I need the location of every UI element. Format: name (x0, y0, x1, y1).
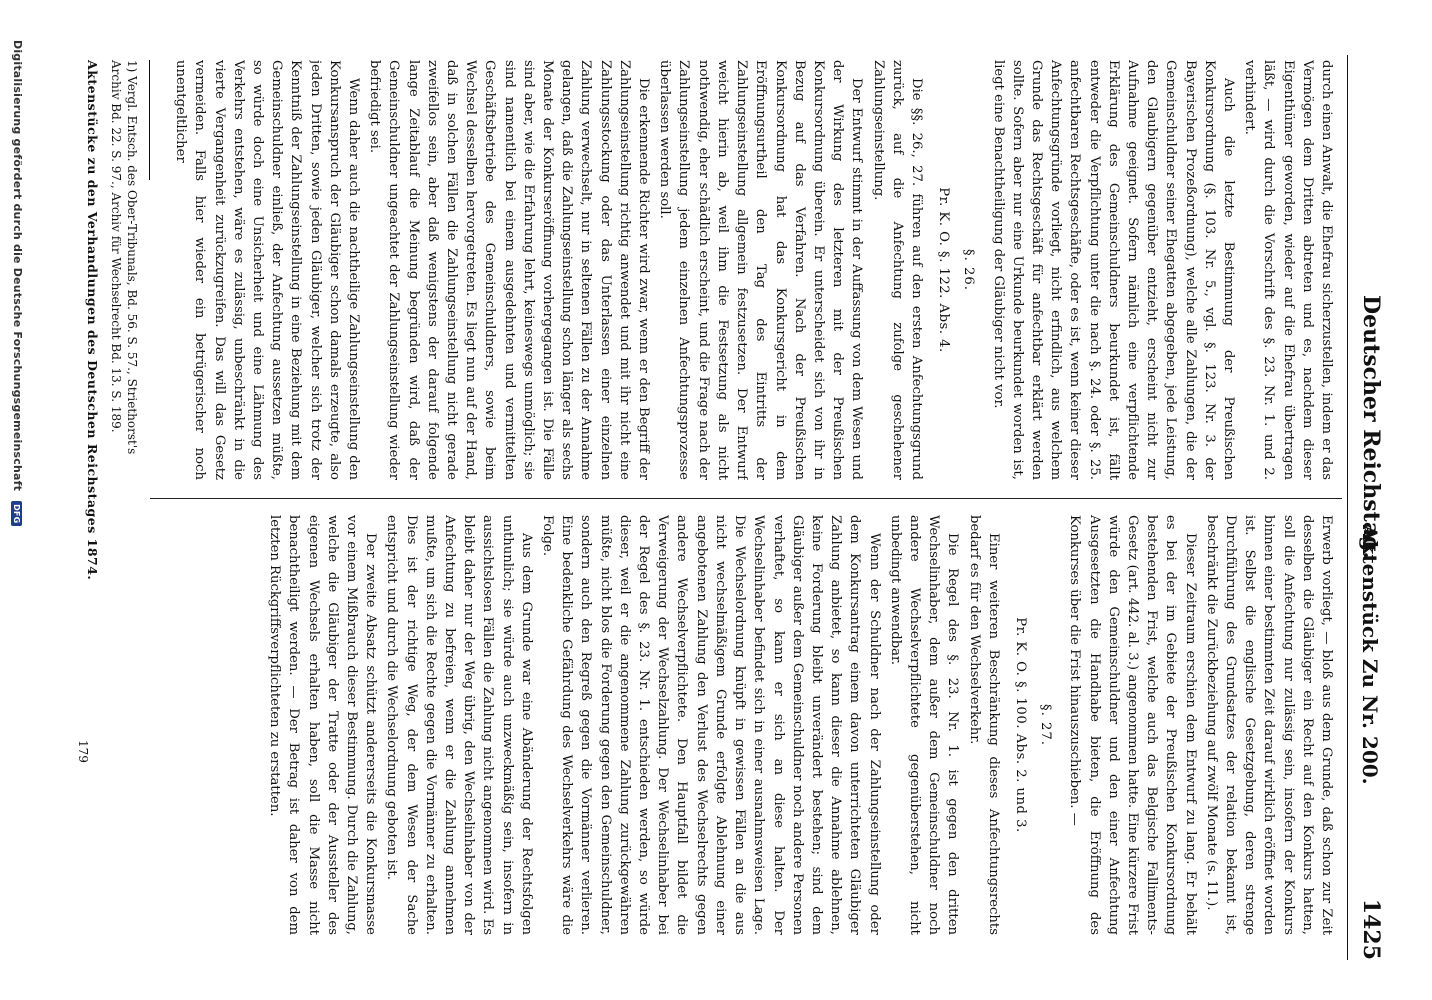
paragraph: Aus dem Grunde war eine Abänderung der Rechtsfolgen unthunlich; sie würde auch unzweckmäßig sein, insofern in aussichtslosen Fällen die Zahlung nicht angenommen wird. Es bleibt daher nur der Weg übrig, den Wechselinhaber von der Anfechtung zu befreien, wenn er die Zahlung annehmen mußte, um sich die Rechte gegen die Vormänner zu erhalten. Dies ist der richtige Weg, der dem Wesen der Sache entspricht und durch die Wechselordnung geboten ist. (384, 515, 534, 935)
running-title: Deutscher Reichstag. (1358, 295, 1384, 560)
publication-line: Aktenstücke zu den Verhandlungen des Deutschen Reichstages 1874. (85, 60, 100, 581)
footnote (108, 60, 140, 480)
page-header (1348, 55, 1388, 960)
paragraph: Wenn daher auch die nachtheilige Zahlungseinstellung den Konkursanspruch der Gläubiger schon damals erzeugte, also jeden Dritten, sowie jeden Gläubiger, welcher sich trotz der Kenntniß der Zahlungseinstellung in eine Beziehung mit dem Gemeinschuldner einließ, der Anfechtung aussetzen müßte, so würde doch eine Unsicherheit und eine Lähmung des Verkehrs entstehen, wäre es zulässig, unbeschränkt in die vierte Vergangenheit zurückzugreifen. Das will das Gesetz vermeiden. Falls hier wieder ein betrügerischer noch unentgeltlicher (173, 60, 362, 480)
paragraph: Die Regel des §. 23. Nr. 1. ist gegen den dritten Wechselinhaber, dem außer dem Gemeinschuldner noch andere Wechselverpflichtete gegenüberstehen, nicht unbedingt anwendbar. (887, 515, 961, 935)
sheet-signature: 179 (76, 740, 90, 763)
right-column (150, 515, 1336, 935)
paragraph: Die §§. 26., 27. führen auf den ersten Anfechtungsgrund zurück, auf die Anfechtung zufolge geschehener Zahlungseinstellung. (870, 60, 924, 480)
paragraph: Die erkennende Richter wird zwar, wenn er den Begriff der Zahlungseinstellung richtig anwendet und mit ihr nicht eine Zahlungsstockung oder das Unterlassen einer einzelnen Zahlung verwechselt, nur in seltenen Fällen zu der Annahme gelangen, daß die Zahlungseinstellung schon länger als sechs Monate der Konkurseröffnung vorhergegangen ist. Die Fälle sind aber, wie die Erfahrung lehrt, keineswegs unmöglich; sie sind namentlich bei einem ausgedehnten und vermittelten Geschäftsbetriebe des Gemeinschuldners, sowie beim Wechsel desselben hervorgetreten. Es liegt nun auf der Hand, daß in solchen Fällen die Zahlungseinstellung nicht gerade zweifellos sein, aber daß wenigstens der darauf folgende lange Zeitablauf die Meinung begründen wird, daß der Gemeinschuldner ungeachtet der Zahlungseinstellung wieder befriedigt sei. (367, 60, 652, 480)
section-heading: §. 27. (1038, 704, 1054, 746)
paragraph: Der zweite Absatz schützt andererseits die Konkursmasse vor einem Mißbrauch dieser Bestimmung. Durch die Zahlung, welche die Gläubiger der Tratte oder der Aussteller des eigenen Wechsels erhalten haben, soll die Masse nicht benachtheiligt werden. — Der Betrag ist daher von dem letzten Rückgriffsverpflichteten zu erstatten. (267, 515, 379, 935)
section-reference: Pr. K. O. §. 122. Abs. 4. (936, 187, 952, 353)
column-divider (150, 498, 1342, 499)
dfg-logo-icon: DFG (12, 501, 23, 526)
paragraph: Der Entwurf stimmt in der Auffassung von dem Wesen und der Wirkung des letzteren mit der Preußischen Konkursordnung überein. Er unterscheidet sich von ihr in Bezug auf das Verfahren. Nach der Preußischen Konkursordnung hat das Konkursgericht in dem Eröffnungsurtheil den Tag des Eintritts der Zahlungseinstellung allgemein festzusetzen. Der Entwurf weicht hierin ab, weil ihm die Festsetzung als nicht nothwendig, eher schädlich erscheint, und die Frage nach der Zahlungseinstellung jedem einzelnen Anfechtungsprozesse überlassen werden soll. (657, 60, 865, 480)
footnote-text: 1) Vergl. Entsch. des Ober-Tribunals, Bd. 56. S. 57., Striethorst's Archiv Bd. 22. S. 97., Archiv für Wechselrecht Bd. 13. S. 189. (109, 60, 139, 455)
left-column (150, 60, 1336, 480)
paragraph: Auch die letzte Bestimmung der Preußischen Konkursordnung (§. 103. Nr. 5., vgl. §. 123. Nr. 3. der Bayerischen Prozeßordnung), welche alle Zahlungen, die der Gemeinschuldner seiner Ehegatten abgegeben, jede Leistung, den Glaubigern gegenüber entzieht, erscheint nicht zur Aufnahme geeignet. Sofern nämlich eine verpflichtende Erklärung des Gemeinschuldners beurkundet ist, fällt entweder die Verpflichtung unter die nach §. 24. oder §. 25. anfechtbaren Rechtsgeschäfte, oder es ist, wenn keiner dieser Anfechtungsgründe vorliegt, nicht erfindlich, aus welchem Grunde das Rechtsgeschäft für anfechtbar erklärt werden sollte. Sofern aber nur eine Urkunde beurkundet worden ist, liegt eine Benachtheiligung der Gläubiger nicht vor. (990, 60, 1236, 480)
section-reference: Pr. K. O. §. 100. Abs. 2. und 3. (1012, 617, 1028, 833)
section-heading: §. 26. (961, 249, 977, 291)
paragraph: Erwerb vorliegt, — bloß aus dem Grunde, daß schon zur Zeit desselben die Gläubiger ein Recht auf den Konkurs hatten, soll die Anfechtung nur zulässig sein, insofern der Konkurs binnen einer bestimmten Zeit darauf wirklich eröffnet worden ist. Selbst die englische Gesetzgebung, deren strenge Durchführung des Grundsatzes der relation bekannt ist, beschränkt die Zurückbeziehung auf zwölf Monate (s. 11.). (1203, 515, 1334, 935)
digitization-note (11, 40, 24, 526)
paragraph: Dieser Zeitraum erschien dem Entwurf zu lang. Er behält es bei der im Gebiete der Preußischen Konkursordnung bestehenden Frist, welche auch das Belgische Falliments-Gesetz (art. 442. al. 3.) angenommen hatte. Eine kürzere Frist würde den Gemeinschuldner und den einer Anfechtung Ausgesetzten die Handhabe bieten, die Eröffnung des Konkurses über die Frist hinauszuschieben. — (1067, 515, 1198, 935)
document-reference: Aktenstück Zu Nr. 200. (1358, 525, 1382, 785)
paragraph: Einer weiteren Beschränkung dieses Anfechtungsrechts bedarf es für den Wechselverkehr. (966, 515, 1001, 935)
page-number: 1425 (1358, 898, 1384, 960)
paragraph: durch einen Anwalt, die Ehefrau sicherzustellen, indem er das Vermögen dem Dritten abtreten und es, nachdem dieser Eigenthümer geworden, wieder auf die Ehefrau übertragen läßt, — wird durch die Vorschrift des §. 23. Nr. 1. und 2. verhindert. (1242, 60, 1334, 480)
paragraph: Wenn der Schuldner nach der Zahlungseinstellung oder dem Konkursantrag einem davon unterrichteten Gläubiger Zahlung anbietet, so kann dieser die Annahme ablehnen, keine Forderung bleibt unverändert bestehen; sind dem Gläubiger außer dem Gemeinschuldner noch andere Personen verhaftet, so kann er sich an diese halten. Der Wechselinhaber befindet sich in einer ausnahmsweisen Lage. Die Wechselordnung knüpft in gewissen Fällen an die aus nicht wechselmäßigem Grunde erfolgte Ablehnung einer angebotenen Zahlung den Verlust des Wechselrechts gegen andere Wechselverpflichtete. Den Hauptfall bildet die Verweigerung der Wechselzahlung. Der Wechselinhaber bei der Regel des §. 23. Nr. 1. entschieden werden, so würde dieser, weil er die angenommene Zahlung zurückgewähren müßte, nicht blos die Forderung gegen den Gemeinschuldner, sondern auch den Regreß gegen die Vormänner verlieren. Eine bedenkliche Gefährdung des Wechselverkehrs wäre die Folge. (540, 515, 882, 935)
footnote-rule (149, 60, 150, 180)
digitization-text: Digitalisierung gefördert durch die Deutsche Forschungsgemeinschaft (11, 40, 24, 492)
header-rule (1347, 55, 1348, 960)
